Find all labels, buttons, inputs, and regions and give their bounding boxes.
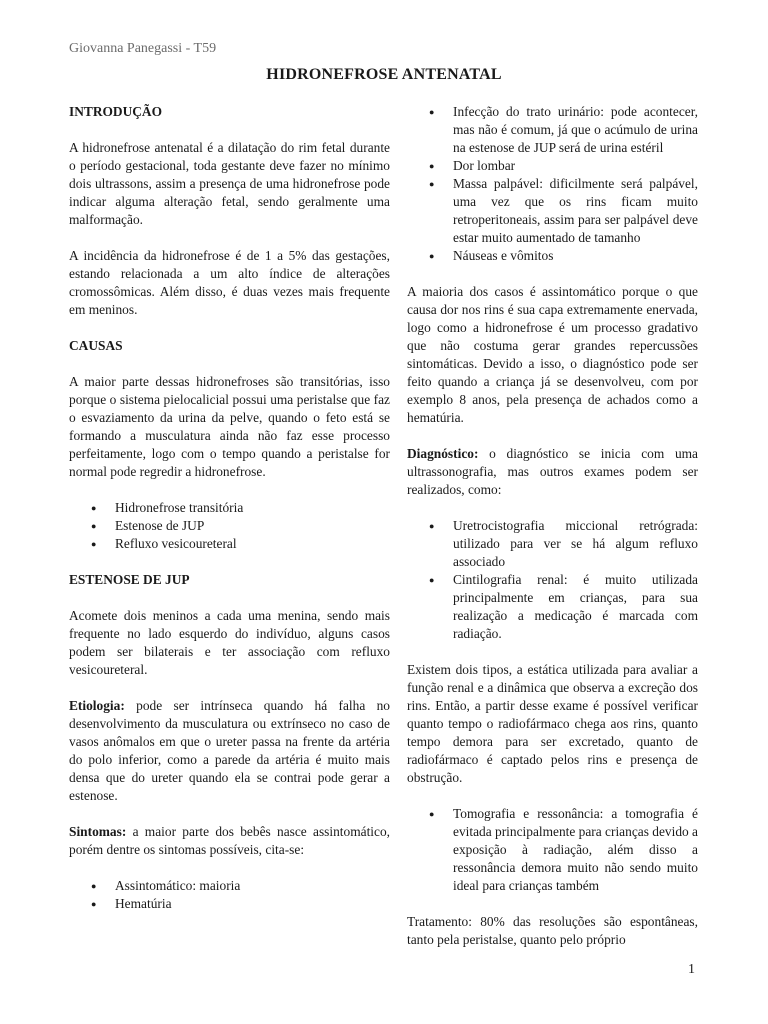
etiology-paragraph	[69, 697, 390, 805]
etiology-label: Etiologia:	[69, 698, 125, 713]
symptoms-text: a maior parte dos bebês nasce assintomático, porém dentre os sintomas possíveis, cita-se:	[69, 824, 390, 857]
list-item: ● Hidronefrose transitória	[69, 499, 390, 517]
document-title: HIDRONEFROSE ANTENATAL	[266, 66, 502, 83]
list-item: ● Uretrocistografia miccional retrógrada: utilizado para ver se há algum refluxo associado	[407, 517, 698, 571]
diagnosis-list	[407, 517, 698, 643]
list-item: ● Hematúria	[69, 895, 390, 913]
left-column	[69, 103, 390, 913]
list-item: ● Cintilografia renal: é muito utilizada principalmente em crianças, para sua realização a medicação é marcada com radiação.	[407, 571, 698, 643]
etiology-text: pode ser intrínseca quando há falha no desenvolvimento da musculatura ou extrínseco no caso de vasos anômalos em que o ureter passa na frente da artéria do polo inferior, como a parede da artéria é muito mais densa que do ureter quando ela se contrai pode gerar a estenose.	[69, 698, 390, 803]
causes-heading: CAUSAS	[69, 338, 123, 353]
symptoms-paragraph	[69, 823, 390, 859]
list-item: ● Dor lombar	[407, 157, 698, 175]
asymptomatic-paragraph: A maioria dos casos é assintomático porque o que causa dor nos rins é sua capa extremamente enervada, logo como a hidronefrose é um processo gradativo que não costuma gerar grandes repercussões sintomáticas. Devido a isso, o diagnóstico pode ser feito quando a criança já se desenvolveu, com por exemplo 8 anos, pela presença de achados como a hematúria.	[407, 284, 698, 425]
right-column	[407, 103, 698, 949]
symptoms-list-continued	[407, 103, 698, 265]
causes-paragraph: A maior parte dessas hidronefroses são transitórias, isso porque o sistema pielocalicial possui uma peristalse que faz o esvaziamento da urina da pelve, quando o feto está se formando a musculatura ainda não faz esse processo perfeitamente, logo com o tempo quando a peristalse for normal pode regredir a hidronefrose.	[69, 374, 390, 479]
diagnosis-text: o diagnóstico se inicia com uma ultrassonografia, mas outros exames podem ser realizados, como:	[407, 446, 698, 497]
list-item: ● Infecção do trato urinário: pode acontecer, mas não é comum, já que o acúmulo de urina na estenose de JUP será de urina estéril	[407, 103, 698, 157]
list-item: ● Assintomático: maioria	[69, 877, 390, 895]
treatment-paragraph: Tratamento: 80% das resoluções são espontâneas, tanto pela peristalse, quanto pelo próprio	[407, 914, 698, 947]
diagnosis-paragraph	[407, 445, 698, 499]
diagnosis-label: Diagnóstico:	[407, 446, 479, 461]
jup-paragraph: Acomete dois meninos a cada uma menina, sendo mais frequente no lado esquerdo do indivíduo, alguns casos podem ser bilaterais e ter associação com refluxo vesicoureteral.	[69, 608, 390, 677]
list-item: ● Refluxo vesicoureteral	[69, 535, 390, 553]
list-item: ● Náuseas e vômitos	[407, 247, 698, 265]
symptoms-list	[69, 877, 390, 913]
document-author: Giovanna Panegassi - T59	[69, 41, 217, 56]
jup-heading: ESTENOSE DE JUP	[69, 572, 190, 587]
intro-paragraph-1: A hidronefrose antenatal é a dilatação do rim fetal durante o período gestacional, toda gestante deve fazer no mínimo dois ultrassons, assim a presença de uma hidronefrose pode indicar alguma alteração fetal, sendo geralmente uma malformação.	[69, 140, 390, 227]
intro-heading: INTRODUÇÃO	[69, 104, 162, 119]
intro-paragraph-2: A incidência da hidronefrose é de 1 a 5% das gestações, estando relacionada a um alto índice de alterações cromossômicas. Além disso, é duas vezes mais frequente em meninos.	[69, 248, 390, 317]
symptoms-label: Sintomas:	[69, 824, 127, 839]
imaging-list	[407, 805, 698, 895]
causes-list	[69, 499, 390, 553]
list-item: ● Tomografia e ressonância: a tomografia é evitada principalmente para crianças devido a exposição à radiação, além disso a ressonância demora muito não sendo muito ideal para crianças também	[407, 805, 698, 895]
page-number: 1	[688, 962, 695, 977]
types-paragraph: Existem dois tipos, a estática utilizada para avaliar a função renal e a dinâmica que observa a excreção dos rins. Então, a partir desse exame é possível verificar quanto tempo o radiofármaco chega aos rins, quanto tempo demora para ser excretado, quanto de radiofármaco é captado pelos rins e presença de obstrução.	[407, 662, 698, 785]
list-item: ● Estenose de JUP	[69, 517, 390, 535]
list-item: ● Massa palpável: dificilmente será palpável, uma vez que os rins ficam muito retroperitoneais, assim para ser palpável deve estar muito aumentado de tamanho	[407, 175, 698, 247]
